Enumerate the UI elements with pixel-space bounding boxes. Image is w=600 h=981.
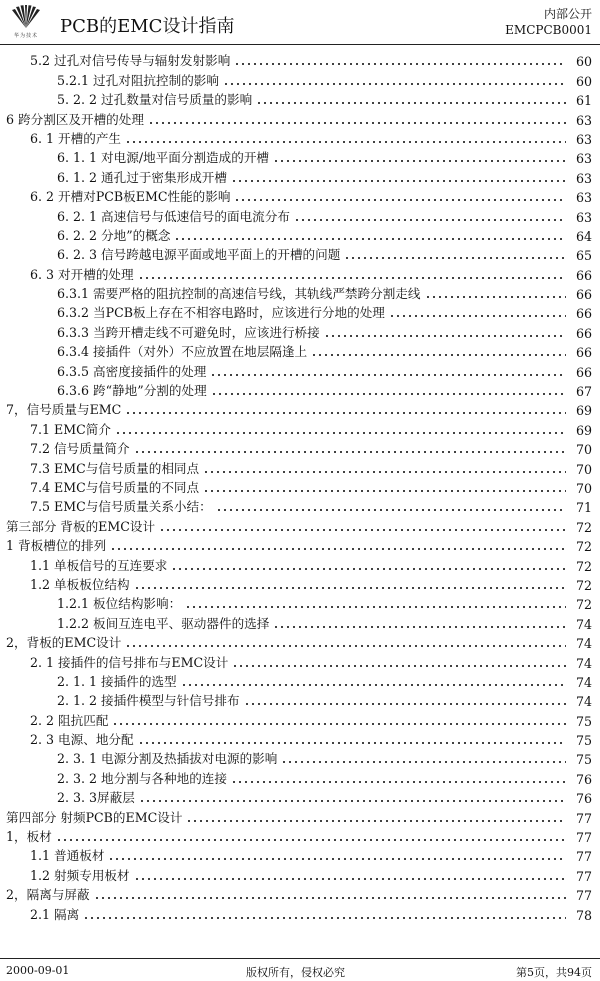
toc-entry-title: 第四部分 射频PCB的EMC设计 (6, 809, 183, 825)
dot-leader (148, 113, 566, 125)
toc-entry-page: 74 (575, 636, 592, 652)
toc-entry-title: 1.1 单板信号的互连要求 (30, 557, 168, 573)
toc-entry-page: 74 (575, 694, 592, 710)
dot-leader (211, 384, 566, 396)
toc-entry-page: 67 (575, 384, 592, 400)
toc-entry-title: 6. 2 开槽对PCB板EMC性能的影响 (30, 189, 231, 205)
toc-entry-title: 1 背板槽位的排列 (6, 538, 107, 554)
dot-leader (185, 597, 566, 609)
dot-leader (223, 74, 566, 86)
dot-leader (273, 151, 566, 163)
dot-leader (125, 403, 566, 415)
dot-leader (139, 791, 566, 803)
toc-entry[interactable] (0, 263, 600, 282)
toc-entry-page: 61 (575, 93, 592, 109)
dot-leader (134, 578, 566, 590)
toc-entry-page: 65 (575, 248, 592, 264)
dot-leader (125, 636, 566, 648)
toc-entry[interactable] (0, 884, 600, 903)
dot-leader (324, 326, 566, 338)
toc-entry-page: 72 (575, 597, 592, 613)
toc-entry-title: 2. 1. 1 接插件的选型 (57, 673, 177, 689)
toc-entry-page: 63 (575, 209, 592, 225)
toc-entry[interactable] (0, 690, 600, 709)
toc-entry-title: 6. 1. 1 对电源/地平面分割造成的开槽 (57, 150, 270, 166)
toc-entry-title: 6.3.1 需要严格的阻抗控制的高速信号线，其轨线严禁跨分割走线 (57, 286, 421, 302)
toc-entry-page: 72 (575, 519, 592, 535)
toc-entry[interactable] (0, 845, 600, 864)
toc-entry-page: 76 (575, 791, 592, 807)
page-header (0, 0, 600, 45)
toc-entry-page: 74 (575, 655, 592, 671)
toc-entry[interactable] (0, 632, 600, 651)
toc-entry-page: 70 (575, 461, 592, 477)
toc-entry-page: 66 (575, 287, 592, 303)
dot-leader (203, 462, 566, 474)
toc-entry-page: 75 (575, 733, 592, 749)
dot-leader (181, 675, 566, 687)
toc-entry-title: 7.3 EMC与信号质量的相同点 (30, 460, 200, 476)
footer-copyright: 版权所有，侵权必究 (246, 966, 345, 979)
fan-logo-icon (8, 4, 44, 30)
dot-leader (311, 345, 566, 357)
toc-entry[interactable] (0, 535, 600, 554)
toc-entry-title: 7，信号质量与EMC (6, 402, 122, 418)
toc-entry-page: 77 (575, 830, 592, 846)
toc-entry-page: 66 (575, 325, 592, 341)
toc-entry[interactable] (0, 767, 600, 786)
toc-entry-page: 71 (575, 500, 592, 516)
toc-entry[interactable] (0, 806, 600, 825)
toc-entry-page: 69 (575, 422, 592, 438)
toc-entry-title: 6.3.4 接插件（对外）不应放置在地层隔逢上 (57, 344, 308, 360)
toc-entry[interactable] (0, 50, 600, 69)
toc-entry[interactable] (0, 593, 600, 612)
dot-leader (256, 93, 566, 105)
document-title: PCB的EMC设计指南 (60, 16, 235, 37)
toc-entry-title: 1.2 单板板位结构 (30, 576, 130, 592)
dot-leader (389, 306, 566, 318)
toc-entry-title: 5. 2. 2 过孔数量对信号质量的影响 (57, 92, 253, 108)
toc-entry[interactable] (0, 438, 600, 457)
dot-leader (94, 888, 566, 900)
toc-entry-page: 77 (575, 810, 592, 826)
toc-entry-page: 66 (575, 364, 592, 380)
dot-leader (203, 481, 566, 493)
dot-leader (231, 772, 566, 784)
toc-entry[interactable] (0, 787, 600, 806)
classification-label: 内部公开 (543, 7, 592, 21)
toc-entry-page: 69 (575, 403, 592, 419)
company-logo (8, 4, 44, 40)
dot-leader (273, 617, 566, 629)
toc-entry-page: 66 (575, 306, 592, 322)
toc-entry-title: 6.3.3 当跨开槽走线不可避免时，应该进行桥接 (57, 324, 320, 340)
dot-leader (210, 365, 566, 377)
toc-entry[interactable] (0, 477, 600, 496)
toc-entry-title: 6 跨分割区及开槽的处理 (6, 111, 144, 127)
toc-entry-title: 2. 1. 2 接插件模型与针信号排布 (57, 693, 240, 709)
toc-entry-page: 60 (575, 54, 592, 70)
dot-leader (108, 849, 566, 861)
toc-entry-title: 6. 2. 1 高速信号与低速信号的面电流分布 (57, 208, 290, 224)
toc-entry[interactable] (0, 709, 600, 728)
dot-leader (171, 559, 566, 571)
toc-entry[interactable] (0, 671, 600, 690)
dot-leader (56, 830, 566, 842)
dot-leader (231, 171, 566, 183)
toc-entry-page: 75 (575, 713, 592, 729)
page-footer (0, 958, 600, 981)
toc-entry-title: 2. 3. 1 电源分割及热插拔对电源的影响 (57, 751, 278, 767)
toc-entry-page: 74 (575, 616, 592, 632)
toc-entry[interactable] (0, 89, 600, 108)
dot-leader (138, 733, 566, 745)
toc-entry-title: 6.3.5 高密度接插件的处理 (57, 363, 207, 379)
toc-entry[interactable] (0, 826, 600, 845)
toc-entry-page: 75 (575, 752, 592, 768)
toc-entry[interactable] (0, 225, 600, 244)
dot-leader (138, 268, 566, 280)
dot-leader (234, 190, 566, 202)
toc-entry-page: 63 (575, 190, 592, 206)
toc-entry[interactable] (0, 612, 600, 631)
toc-entry[interactable] (0, 321, 600, 340)
toc-entry-title: 6.3.6 跨“静地”分割的处理 (57, 383, 207, 399)
dot-leader (112, 714, 566, 726)
dot-leader (281, 752, 566, 764)
toc-entry-title: 1，板材 (6, 829, 52, 845)
toc-entry-page: 74 (575, 674, 592, 690)
toc-entry-page: 77 (575, 888, 592, 904)
dot-leader (344, 248, 566, 260)
footer-page-number: 第5页，共94页 (516, 966, 592, 979)
toc-entry-title: 1.2.2 板间互连电平、驱动器件的选择 (57, 615, 270, 631)
dot-leader (134, 442, 566, 454)
toc-entry-title: 7.4 EMC与信号质量的不同点 (30, 479, 200, 495)
toc-entry-page: 77 (575, 868, 592, 884)
toc-entry-title: 2. 3. 3屏蔽层 (57, 790, 135, 806)
toc-entry-title: 6. 3 对开槽的处理 (30, 266, 134, 282)
toc-entry-title: 2. 2 阻抗匹配 (30, 712, 109, 728)
toc-entry[interactable] (0, 457, 600, 476)
toc-entry-title: 1.1 普通板材 (30, 848, 105, 864)
dot-leader (159, 520, 566, 532)
toc-entry-title: 2，隔离与屏蔽 (6, 887, 90, 903)
toc-entry[interactable] (0, 515, 600, 534)
toc-entry-title: 5.2 过孔对信号传导与辐射发射影响 (30, 53, 231, 69)
toc-entry[interactable] (0, 244, 600, 263)
dot-leader (232, 656, 566, 668)
toc-entry-title: 2.1 隔离 (30, 906, 80, 922)
header-meta (505, 6, 592, 38)
toc-entry[interactable] (0, 147, 600, 166)
toc-entry-title: 7.5 EMC与信号质量关系小结： (30, 499, 212, 515)
toc-entry-page: 72 (575, 558, 592, 574)
dot-leader (294, 210, 566, 222)
toc-entry-title: 第三部分 背板的EMC设计 (6, 518, 156, 534)
toc-entry[interactable] (0, 729, 600, 748)
toc-entry[interactable] (0, 302, 600, 321)
toc-entry[interactable] (0, 496, 600, 515)
dot-leader (110, 539, 566, 551)
toc-entry[interactable] (0, 69, 600, 88)
toc-entry-page: 76 (575, 771, 592, 787)
dot-leader (174, 229, 566, 241)
dot-leader (134, 869, 566, 881)
toc-entry[interactable] (0, 166, 600, 185)
toc-entry[interactable] (0, 205, 600, 224)
toc-entry[interactable] (0, 748, 600, 767)
toc-entry-title: 2，背板的EMC设计 (6, 635, 122, 651)
toc-entry[interactable] (0, 360, 600, 379)
toc-entry-page: 77 (575, 849, 592, 865)
toc-entry-title: 1.2.1 板位结构影响： (57, 596, 182, 612)
toc-entry-page: 70 (575, 480, 592, 496)
toc-entry[interactable] (0, 108, 600, 127)
logo-text: 华为技术 (13, 33, 38, 39)
toc-entry-title: 7.1 EMC简介 (30, 421, 111, 437)
toc-entry[interactable] (0, 380, 600, 399)
toc-entry[interactable] (0, 283, 600, 302)
toc-entry[interactable] (0, 399, 600, 418)
dot-leader (425, 287, 567, 299)
dot-leader (216, 500, 566, 512)
toc-entry-page: 72 (575, 539, 592, 555)
toc-entry-page: 63 (575, 112, 592, 128)
toc-entry-title: 6. 1. 2 通孔过于密集形成开槽 (57, 169, 227, 185)
toc-entry[interactable] (0, 864, 600, 883)
toc-entry-page: 72 (575, 577, 592, 593)
toc-entry-title: 6. 1 开槽的产生 (30, 130, 122, 146)
toc-entry[interactable] (0, 128, 600, 147)
toc-entry[interactable] (0, 554, 600, 573)
toc-entry-title: 1.2 射频专用板材 (30, 867, 130, 883)
footer-date: 2000-09-01 (6, 964, 70, 977)
toc-entry[interactable] (0, 341, 600, 360)
toc-entry-title: 2. 3. 2 地分割与各种地的连接 (57, 770, 227, 786)
toc-entry-title: 6. 2. 3 信号跨越电源平面或地平面上的开槽的问题 (57, 247, 341, 263)
document-code: EMCPCB0001 (505, 23, 592, 37)
toc-entry-title: 6. 2. 2 分地”的概念 (57, 227, 171, 243)
toc-entry-page: 70 (575, 442, 592, 458)
toc-entry-page: 64 (575, 228, 592, 244)
table-of-contents (0, 50, 600, 923)
toc-entry-page: 63 (575, 170, 592, 186)
toc-entry-title: 6.3.2 当PCB板上存在不相容电路时，应该进行分地的处理 (57, 305, 385, 321)
toc-entry[interactable] (0, 186, 600, 205)
toc-entry-page: 78 (575, 907, 592, 923)
toc-entry-page: 66 (575, 345, 592, 361)
dot-leader (234, 54, 566, 66)
dot-leader (186, 811, 566, 823)
dot-leader (125, 132, 566, 144)
toc-entry[interactable] (0, 418, 600, 437)
toc-entry-title: 2. 3 电源、地分配 (30, 732, 134, 748)
dot-leader (83, 908, 566, 920)
toc-entry-page: 63 (575, 131, 592, 147)
toc-entry-page: 60 (575, 73, 592, 89)
dot-leader (115, 423, 566, 435)
toc-entry-page: 66 (575, 267, 592, 283)
toc-entry-title: 2. 1 接插件的信号排布与EMC设计 (30, 654, 229, 670)
toc-entry[interactable] (0, 574, 600, 593)
toc-entry-page: 63 (575, 151, 592, 167)
toc-entry-title: 7.2 信号质量简介 (30, 441, 130, 457)
toc-entry[interactable] (0, 903, 600, 922)
dot-leader (244, 694, 566, 706)
toc-entry[interactable] (0, 651, 600, 670)
toc-entry-title: 5.2.1 过孔对阻抗控制的影响 (57, 72, 219, 88)
